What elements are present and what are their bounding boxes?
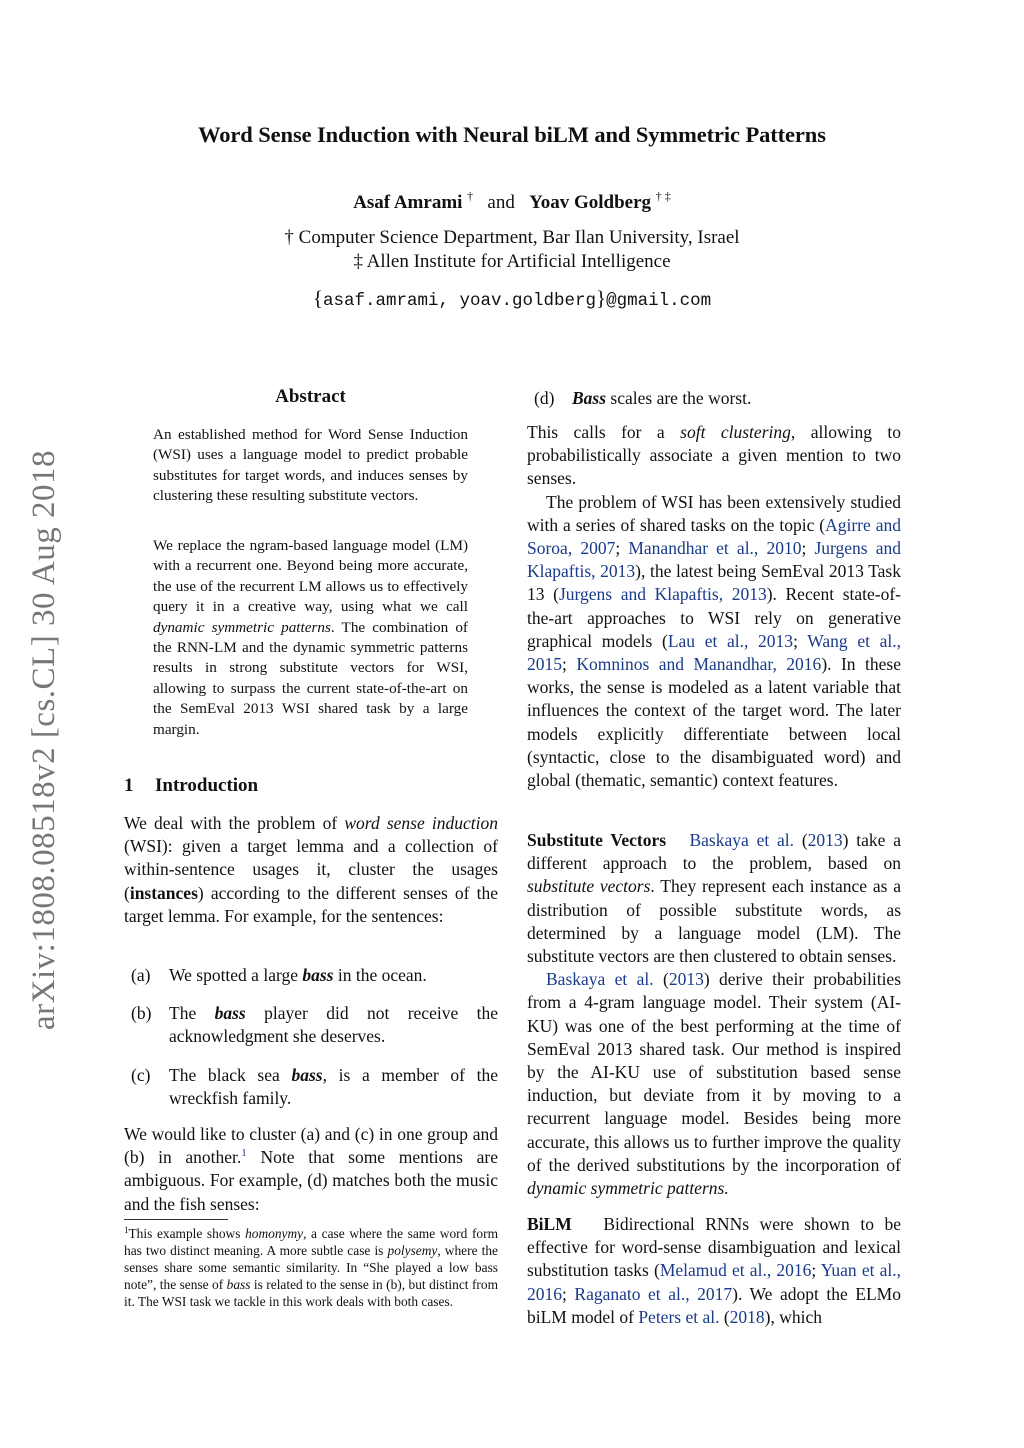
text-run: We spotted a large xyxy=(169,965,303,985)
emphasis: soft clustering xyxy=(680,422,791,442)
text-run: The xyxy=(169,1003,215,1024)
text-run: ). In these works, the sense is modeled as a latent variable that influences the context of the target word. The later models explicitly differentiate between local (syntactic, close to the disambiguated word) and global (thematic, semantic) context features. xyxy=(527,654,901,791)
emphasis: bass xyxy=(226,1277,251,1292)
citation-link[interactable]: Agirre and Soroa, 2007 xyxy=(527,514,901,559)
text-run: , where the senses share some semantic similarity. In “She played a low bass note”, the sense of xyxy=(124,1243,498,1292)
example-item xyxy=(131,1002,498,1048)
text-run: We deal with the problem of xyxy=(124,813,345,833)
email-brace-close: } xyxy=(596,286,607,310)
body-paragraph xyxy=(527,1213,901,1329)
citation-link[interactable]: Wang et al., 2015 xyxy=(527,630,902,675)
section-title: Introduction xyxy=(155,775,259,796)
paragraph-heading: BiLM xyxy=(527,1214,572,1234)
text-run: ) xyxy=(703,969,710,990)
text-run: , which xyxy=(770,1306,823,1327)
text-run: The problem of WSI has been extensively studied with a series of shared tasks on the topic ( xyxy=(527,491,901,535)
target-word: bass xyxy=(291,1064,323,1085)
paper-title: Word Sense Induction with Neural biLM and Symmetric Patterns xyxy=(198,122,826,147)
text-run: ( xyxy=(719,1306,730,1327)
text-run: (WSI): given a target lemma and a collection of within-sentence usages it, cluster the usages ( xyxy=(124,836,498,903)
text-run: take a different approach to the problem, based on xyxy=(527,830,902,874)
emphasis: polysemy xyxy=(387,1243,438,1258)
text-run: ; xyxy=(562,1283,575,1304)
emphasis: word sense induction xyxy=(344,813,499,833)
citation-link[interactable]: Jurgens and Klapaftis, 2013 xyxy=(558,584,767,605)
example-item xyxy=(534,387,901,410)
email-domain: @gmail.com xyxy=(606,291,712,311)
citation-year-link[interactable]: 2018 xyxy=(729,1306,765,1327)
text-run: ( xyxy=(653,969,669,990)
abstract-paragraph xyxy=(153,425,468,507)
and-word: and xyxy=(487,192,515,213)
abstract-paragraph xyxy=(153,536,468,740)
text-run: ; xyxy=(801,538,815,559)
affiliation-mark: † ‡ xyxy=(655,189,671,203)
paragraph-heading: Substitute Vectors xyxy=(527,830,667,850)
text-run: We replace the ngram-based language model (LM) with a recurrent one. Beyond being more accurate, the use of the recurrent LM allows us to effectively query it in a creative way, using what we call xyxy=(153,537,468,616)
text-run: ). We adopt the ELMo biLM model of xyxy=(527,1283,901,1327)
text-run: ; xyxy=(562,654,577,675)
example-list xyxy=(534,387,901,410)
text-run: Bidirectional RNNs were shown to be effective for word-sense disambiguation and lexical substitution tasks ( xyxy=(527,1214,902,1281)
text-run: This calls for a xyxy=(527,422,681,442)
text-run: ; xyxy=(811,1260,821,1281)
citation-link[interactable]: Peters et al. xyxy=(638,1306,720,1327)
citation-year-link[interactable]: 2013 xyxy=(668,969,704,990)
text-run: ; xyxy=(793,630,808,651)
text-run: player did not receive the acknowledgment she deserves. xyxy=(169,1003,498,1047)
text-run: is related to the sense in (b), but distinct from it. The WSI task we tackle in this work deals with both cases. xyxy=(124,1277,498,1309)
text-run: , a case where the same word form has two distinct meaning. A more subtle case is xyxy=(124,1226,498,1258)
example-label: (d) xyxy=(534,388,555,408)
citation-link[interactable]: Jurgens and Klapaftis, 2013 xyxy=(527,538,902,582)
emphasis: dynamic symmetric patterns. xyxy=(527,1178,729,1199)
text-run: derive their probabilities from a 4-gram language model. Their system (AI-KU) was one of the best performing at the time of SemEval 2013 shared task. Our method is inspired by the AI-KU use of substitution based sense induction, but deviate from it by moving to a recurrent language model. Besides being more accurate, this allows us to further improve the quality of the derived substitutions by the incorporation of xyxy=(527,969,902,1175)
citation-link[interactable]: Baskaya et al. xyxy=(546,969,654,990)
author-name: Asaf Amrami xyxy=(353,192,463,213)
affiliation-2: ‡ Allen Institute for Artificial Intelligence xyxy=(353,251,671,272)
text-run: The black sea xyxy=(169,1064,292,1085)
text-run: scales are the worst. xyxy=(606,388,752,408)
affiliation-mark: † xyxy=(467,189,474,203)
text-run: . The combination of the RNN-LM and the dynamic symmetric patterns results in strong substitute vectors for WSI, allowing to surpass the current state-of-the-art on the SemEval 2013 WSI shared task by a large margin. xyxy=(153,618,468,738)
footnote-marker[interactable]: 1 xyxy=(241,1147,247,1160)
abstract-p1: An established method for Word Sense Induction (WSI) uses a language model to predict probable substitutes for target words, and induces senses by clustering these resulting substitute vectors. xyxy=(153,426,468,505)
text-run: Note that some mentions are ambiguous. For example, (d) matches both the music and the fish senses: xyxy=(124,1147,498,1214)
text-run: ; xyxy=(615,538,629,559)
footnote xyxy=(124,1225,498,1310)
text-run: ) xyxy=(764,1306,771,1327)
author-name: Yoav Goldberg xyxy=(529,192,652,213)
email-brace-open: { xyxy=(312,286,323,310)
abstract-heading: Abstract xyxy=(275,386,346,407)
arxiv-stamp: arXiv:1808.08518v2 [cs.CL] 30 Aug 2018 xyxy=(26,450,62,1030)
citation-year-link[interactable]: 2013 xyxy=(807,830,843,850)
body-paragraph xyxy=(527,421,901,792)
target-word: Bass xyxy=(572,388,607,408)
target-word: bass xyxy=(214,1003,246,1024)
citation-link[interactable]: Baskaya et al. xyxy=(689,830,795,850)
text-run: , allowing to probabilistically associate a given mention to two senses. xyxy=(527,422,901,489)
footnote-number: 1 xyxy=(124,1225,129,1235)
citation-link[interactable]: Raganato et al., 2017 xyxy=(574,1283,733,1304)
citation-link[interactable]: Manandhar et al., 2010 xyxy=(628,538,802,559)
emphasis: homonymy xyxy=(245,1226,304,1241)
text-run: ), the latest being SemEval 2013 Task 13 ( xyxy=(527,561,901,605)
section-heading xyxy=(124,775,258,797)
text-run: ( xyxy=(794,830,808,850)
target-word: bass xyxy=(302,965,334,985)
intro-paragraph xyxy=(124,812,498,928)
citation-link[interactable]: Lau et al., 2013 xyxy=(667,630,794,651)
citation-link[interactable]: Melamud et al., 2016 xyxy=(659,1260,812,1281)
example-item xyxy=(131,1064,498,1110)
example-label: (a) xyxy=(131,965,151,985)
intro-paragraph xyxy=(124,1123,498,1216)
text-run: ) xyxy=(842,830,849,850)
text-run: . They represent each instance as a distribution of possible substitute words, as determined by a language model (LM). The substitute vectors are then clustered to obtain senses. xyxy=(527,876,901,967)
abstract-p2 xyxy=(153,536,468,740)
example-list xyxy=(131,964,498,1110)
text-run: This example shows xyxy=(128,1226,246,1241)
citation-link[interactable]: Yuan et al., 2016 xyxy=(527,1260,901,1304)
footnote-rule xyxy=(124,1219,228,1220)
bold-term: instances xyxy=(129,882,198,903)
section-number: 1 xyxy=(124,775,134,796)
body-paragraph xyxy=(527,829,901,1200)
example-item xyxy=(131,964,498,987)
text-run: , is a member of the wreckfish family. xyxy=(169,1064,499,1108)
email-names: asaf.amrami, yoav.goldberg xyxy=(322,291,596,311)
author-line xyxy=(0,189,1024,214)
text-run: in the ocean. xyxy=(333,965,427,985)
example-label: (b) xyxy=(131,1003,152,1024)
email-line xyxy=(0,286,1024,311)
example-label: (c) xyxy=(131,1064,151,1085)
emphasis: substitute vectors xyxy=(527,876,651,897)
text-run: We would like to cluster (a) and (c) in one group and (b) in another. xyxy=(124,1124,498,1168)
citation-link[interactable]: Komninos and Manandhar, 2016 xyxy=(576,654,822,675)
text-run: ) according to the different senses of the target lemma. For example, for the sentences: xyxy=(124,882,498,926)
text-run: ). Recent state-of-the-art approaches to WSI rely on generative graphical models ( xyxy=(527,584,902,651)
affiliation-1: † Computer Science Department, Bar Ilan University, Israel xyxy=(284,227,740,248)
emphasis: dynamic symmetric patterns xyxy=(153,618,331,636)
